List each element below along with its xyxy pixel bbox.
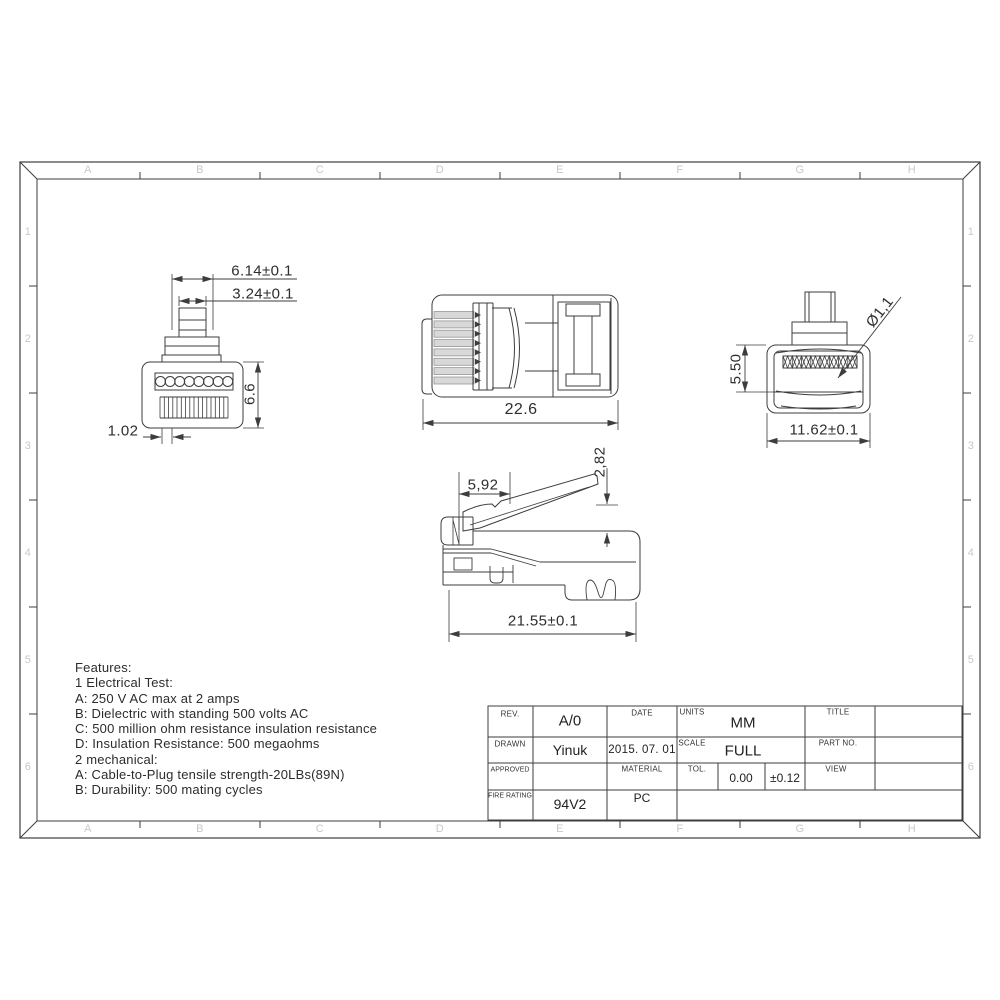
features-line: D: Insulation Resistance: 500 megaohms [75, 736, 320, 752]
dim-rear-cavity-height: 5.50 [727, 353, 745, 385]
dim-top-length: 22.6 [504, 401, 538, 418]
grid-row-label: 6 [967, 761, 975, 773]
titleblock-firerating-label: FIRE RATING [488, 792, 532, 800]
grid-row-label: 3 [24, 440, 32, 452]
features-line: 2 mechanical: [75, 751, 158, 767]
dim-side-length: 21.55±0.1 [507, 612, 579, 630]
features-line: C: 500 million ohm resistance insulation resistance [75, 721, 378, 737]
dim-front-slot-width: 1.02 [107, 422, 139, 440]
grid-row-label: 6 [24, 761, 32, 773]
grid-col-label: C [315, 823, 325, 835]
grid-col-label: F [676, 164, 684, 176]
grid-row-label: 5 [967, 654, 975, 666]
titleblock-scale-value: FULL [724, 742, 762, 760]
titleblock-approved-label: APPROVED [490, 766, 530, 774]
grid-col-label: A [84, 823, 92, 835]
titleblock-tol-label: TOL. [687, 764, 707, 774]
dim-front-latch-width: 3.24±0.1 [232, 285, 294, 303]
titleblock-material-label: MATERIAL [621, 764, 663, 774]
dim-front-flange-width: 6.14±0.1 [231, 262, 293, 280]
titleblock-units-label: UNITS [679, 707, 705, 717]
grid-row-label: 3 [967, 440, 975, 452]
grid-col-label: B [196, 823, 204, 835]
grid-col-label: A [84, 164, 92, 176]
grid-row-label: 4 [24, 547, 32, 559]
features-line: B: Dielectric with standing 500 volts AC [75, 705, 309, 721]
strain-relief-squiggle [586, 579, 616, 600]
titleblock-drawn-value: Yinuk [552, 742, 588, 758]
grid-col-label: H [907, 164, 917, 176]
dim-front-body-height: 6.6 [241, 382, 259, 406]
titleblock-rev-label: REV. [500, 709, 520, 719]
features-notes [75, 660, 377, 798]
titleblock-tol-value1: 0.00 [729, 771, 753, 785]
dim-side-latch-offset: 5,92 [467, 476, 499, 494]
grid-col-label: G [795, 823, 805, 835]
features-line: A: 250 V AC max at 2 amps [75, 690, 240, 706]
grid-row-label: 4 [967, 547, 975, 559]
titleblock-material-value: PC [633, 791, 651, 805]
titleblock-partno-label: PART NO. [818, 738, 858, 748]
dim-rear-wire-hole: Ø1,1 [862, 293, 898, 331]
features-line: B: Durability: 500 mating cycles [75, 782, 263, 798]
titleblock-rev-value: A/0 [558, 712, 582, 730]
grid-row-label: 5 [24, 654, 32, 666]
grid-col-label: B [196, 164, 204, 176]
grid-row-label: 1 [24, 226, 32, 238]
titleblock-view-label: VIEW [825, 764, 847, 774]
titleblock-units-value: MM [730, 714, 756, 732]
grid-col-label: F [676, 823, 684, 835]
front-contact-holes [156, 377, 233, 387]
grid-col-label: E [556, 164, 564, 176]
grid-col-label: D [435, 823, 445, 835]
titleblock-tol-value2: ±0.12 [770, 771, 800, 785]
dim-side-latch-rise: 2,82 [591, 446, 609, 478]
top-view-pins [434, 312, 474, 385]
titleblock-drawn-label: DRAWN [494, 739, 526, 749]
titleblock-date-label: DATE [631, 708, 653, 718]
titleblock-scale-label: SCALE [678, 738, 706, 748]
features-line: 1 Electrical Test: [75, 675, 174, 691]
grid-row-label: 1 [967, 226, 975, 238]
grid-col-label: E [556, 823, 564, 835]
grid-col-label: C [315, 164, 325, 176]
dim-rear-body-width: 11.62±0.1 [789, 421, 859, 439]
grid-col-label: H [907, 823, 917, 835]
titleblock-title-label: TITLE [826, 707, 850, 717]
pin-contact-arrows [475, 312, 481, 384]
titleblock-firerating-value: 94V2 [553, 796, 587, 812]
grid-col-label: D [435, 164, 445, 176]
titleblock-date-value: 2015. 07. 01 [608, 744, 676, 756]
grid-col-label: G [795, 164, 805, 176]
grid-row-label: 2 [24, 333, 32, 345]
features-line: A: Cable-to-Plug tensile strength-20LBs(89N) [75, 767, 345, 783]
features-line: Features: [75, 660, 132, 675]
grid-row-label: 2 [967, 333, 975, 345]
